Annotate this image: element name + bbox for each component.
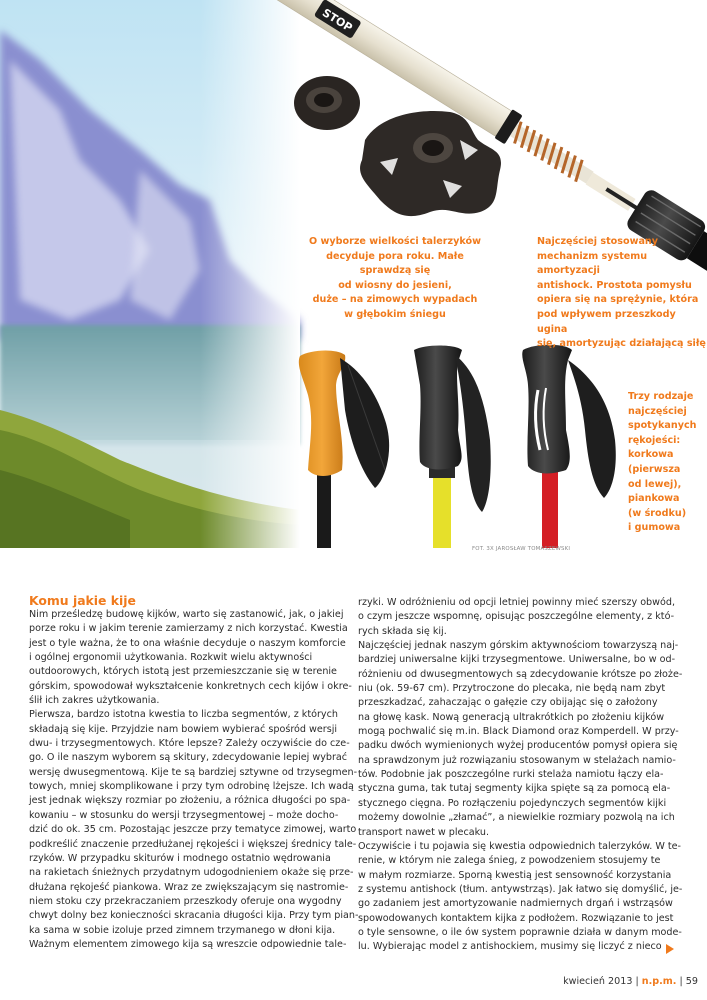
text-line: stycznego cięgna. Po rozłączeniu pojedynczych segmentów kijki <box>358 797 667 809</box>
text-line: go. O ile naszym wyborem są skitury, zdecydowanie lepiej wybrać <box>29 752 348 764</box>
mountain-landscape <box>0 0 300 548</box>
text-line: ślił ich zakres użytkowania. <box>29 695 160 707</box>
text-line: mogą pochwalić się m.in. Black Diamond oraz Komperdell. W przy- <box>358 726 679 738</box>
page-footer <box>530 976 698 987</box>
text-line: transport nawet w plecaku. <box>358 826 489 838</box>
footer-separator: | <box>679 976 683 987</box>
text-line: outdoorowych, których istotą jest przemieszczanie się w terenie <box>29 666 337 678</box>
text-line: Pierwsza, bardzo istotna kwestia to liczba segmentów, z których <box>29 709 338 721</box>
photo-credit: FOT. 3X JAROSŁAW TOMASZEWSKI <box>472 546 571 552</box>
text-line: dwu- i trzysegmentowych. Które lepsze? Zależy oczywiście do cze- <box>29 738 350 750</box>
text-line: różnieniu od dwusegmentowych są zdecydowanie krótsze po złoże- <box>358 668 683 680</box>
caption-baskets: O wyborze wielkości talerzyków decyduje pora roku. Małe sprawdzą się od wiosny do jesieni, duże – na zimowych wypadach w głębokim śniegu <box>309 236 481 320</box>
text-line: z systemu antishock (tłum. antywstrząs). Jak łatwo się domyślić, je- <box>358 883 683 895</box>
foam-grip-pole-photo <box>414 346 491 549</box>
text-line: styczna guma, tak tutaj segmenty kijka spięte są za pomocą ela- <box>358 783 671 795</box>
text-line: o tyle sensowne, o ile ów system poprawnie działa w danym mode- <box>358 926 682 938</box>
footer-magazine-name: n.p.m. <box>641 976 677 987</box>
caption-grips: Trzy rodzaje najczęściej spotykanych rękojeści: korkowa (pierwsza od lewej), piankowa (w środku) i gumowa <box>628 391 697 534</box>
text-line: Ważnym elementem zimowego kija są wreszcie odpowiednie tale- <box>29 938 347 950</box>
text-line: na głowę kask. Nową generacją ultrakrótkich po złożeniu kijków <box>358 711 665 723</box>
text-line: o czym jeszcze wspomnę, opisując poszczególne elementy, z któ- <box>358 611 675 623</box>
page-number: 59 <box>685 976 698 987</box>
text-line: możemy dowolnie „złamać”, a niewielkie rozmiary pozwolą na ich <box>358 812 675 824</box>
pole-label: STOP <box>319 6 355 35</box>
text-line: niem stoku czy przekraczaniem przeszkody oferuje ona wygodny <box>29 895 342 907</box>
text-line: rzyków. W przypadku skiturów i modnego ostatnio wędrowania <box>29 852 331 864</box>
rubber-grip-pole-photo <box>522 345 616 548</box>
text-line: porze roku i w jakim terenie zamierzamy z nich korzystać. Kwestia <box>29 623 348 635</box>
small-basket-photo <box>294 76 360 130</box>
text-line: ka sama w sobie izoluje przed zimnem trzymanego w dłoni kija. <box>29 924 336 936</box>
text-line: podkreślić znaczenie przedłużanej rękojeści i większej średnicy tale- <box>29 838 357 850</box>
text-line: bardziej uniwersalne kijki trzysegmentowe. Uniwersalne, bo w od- <box>358 654 676 666</box>
left-column-text <box>29 608 359 952</box>
cork-grip-pole-photo <box>299 351 389 548</box>
article-column-left <box>29 593 359 952</box>
text-line: padku dwóch wymienionych wyżej producentów pomysł opiera się <box>358 740 678 752</box>
text-line: Nim prześledzę budowę kijków, warto się zastanowić, jak, o jakiej <box>29 609 344 620</box>
spring <box>508 121 596 187</box>
text-line: składają się kije. Przyjdzie nam bowiem wybierać spośród wersji <box>29 723 338 735</box>
continue-arrow-icon <box>666 944 674 954</box>
article-column-right <box>358 596 688 955</box>
text-line: dłużana rękojeść piankowa. Wraz ze zwiększającym się nastromie- <box>29 881 349 893</box>
text-line: jest o tyle ważna, że to ona właśnie decyduje o naszym komforcie <box>29 637 346 649</box>
text-line: górskim, spowodował wykształcenie konkretnych cech kijów i okre- <box>29 680 352 692</box>
text-line: wersję dwusegmentową. Kije te są bardziej sztywne od trzysegmen- <box>29 766 358 778</box>
text-line: jest jednak większy rozmiar po złożeniu, a różnica długości po spa- <box>29 795 351 807</box>
text-line: i ogólnej ergonomii użytkowania. Rozkwit wielu aktywności <box>29 652 313 664</box>
text-line: chwyt dolny bez konieczności skracania długości kija. Przy tym pian- <box>29 910 359 922</box>
text-line: rzyki. W odróżnieniu od opcji letniej powinny mieć szerszy obwód, <box>358 597 676 608</box>
section-heading: Komu jakie kije <box>29 593 136 608</box>
text-line: w małym rozmiarze. Sporną kwestią jest sensowność korzystania <box>358 869 672 881</box>
text-line: go zadaniem jest amortyzowanie nadmiernych drgań i wstrząsów <box>358 898 673 910</box>
text-line: kowaniu – w stosunku do wersji trzysegmentowej – może docho- <box>29 809 339 821</box>
caption-antishock: Najczęściej stosowany mechanizm systemu amortyzacji antishock. Prostota pomysłu opiera się na sprężynie, która pod wpływem przeszkody ugina się, amortyzując działającą siłę <box>537 236 706 350</box>
text-line: renie, w którym nie zalega śnieg, z powodzeniem stosujemy te <box>358 855 661 867</box>
text-line: na sprawdzonym już rozwiązaniu stosowanym w stelażach namio- <box>358 754 676 766</box>
text-line: tów. Podobnie jak poszczególne rurki stelaża namiotu łączy ela- <box>358 769 664 781</box>
text-line: lu. Wybierając model z antishockiem, musimy się liczyć z nieco <box>358 941 662 953</box>
text-line: spowodowanych kontaktem kijka z podłożem. Rozwiązanie to jest <box>358 912 674 924</box>
text-line: Najczęściej jednak naszym górskim aktywnościom towarzyszą naj- <box>358 640 679 652</box>
text-line: na rakietach śnieżnych przydatnym udogodnieniem okaże się prze- <box>29 867 354 879</box>
text-line: niu (ok. 59-67 cm). Przytroczone do plecaka, nie będą nam zbyt <box>358 683 666 695</box>
text-line: towych, mniej skomplikowane i przy tym odrobinę lżejsze. Ich wadą <box>29 781 354 793</box>
text-line: rych składa się kij. <box>358 625 447 637</box>
text-line: przeszkadzać, zahaczając o gałęzie czy obijając się o założony <box>358 697 658 709</box>
text-line: dzić do ok. 35 cm. Pozostając jeszcze przy tematyce zimowej, warto <box>29 824 357 836</box>
footer-issue: kwiecień 2013 <box>563 976 633 987</box>
text-line: Oczywiście i tu pojawia się kwestia odpowiednich talerzyków. W te- <box>358 840 682 852</box>
right-column-text <box>358 596 688 955</box>
footer-separator: | <box>635 976 639 987</box>
